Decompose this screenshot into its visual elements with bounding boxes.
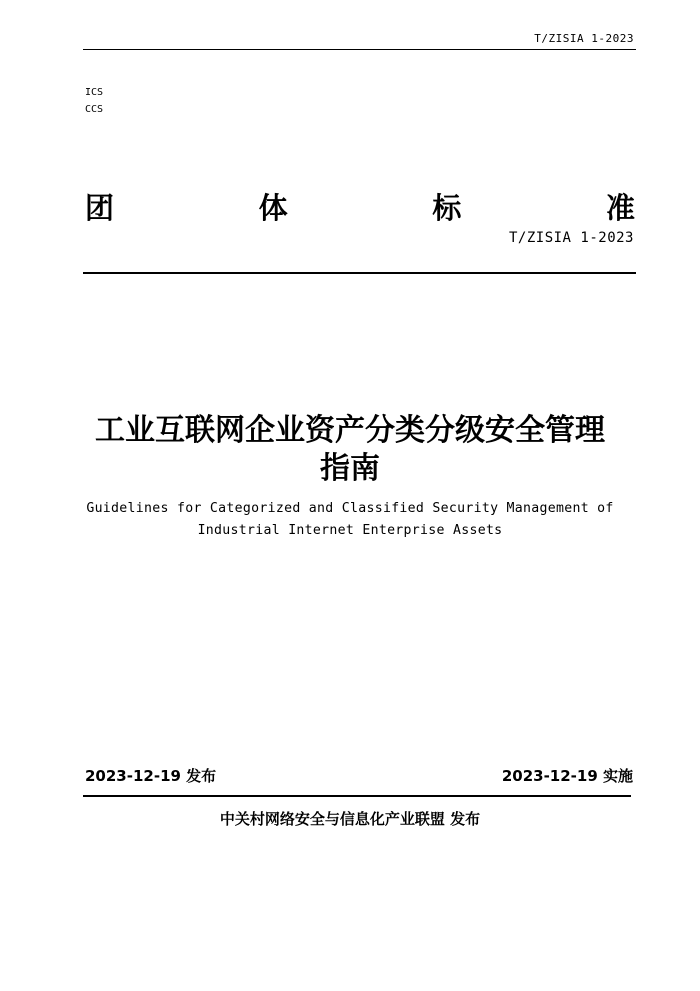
ccs-label: CCS	[85, 104, 104, 115]
title-divider	[83, 272, 636, 274]
release-date: 2023-12-19 发布	[85, 767, 217, 785]
standard-type-char: 体	[258, 191, 288, 225]
header-standard-code: T/ZISIA 1-2023	[534, 32, 634, 45]
dates-row	[85, 765, 633, 786]
english-title	[0, 498, 700, 542]
english-title-line-2: Industrial Internet Enterprise Assets	[197, 523, 503, 538]
classification-block	[85, 84, 103, 118]
publisher: 中关村网络安全与信息化产业联盟 发布	[219, 810, 481, 828]
standard-code: T/ZISIA 1-2023	[508, 230, 634, 246]
implementation-date: 2023-12-19 实施	[501, 767, 633, 785]
english-title-line-1: Guidelines for Categorized and Classified Security Management of	[86, 501, 614, 516]
standard-type-char: 准	[605, 191, 635, 225]
header-divider	[83, 49, 636, 50]
chinese-title	[0, 412, 700, 488]
standard-type-char: 团	[85, 191, 115, 225]
chinese-title-line-1: 工业互联网企业资产分类分级安全管理	[95, 413, 605, 448]
standard-type-heading	[85, 186, 635, 227]
standard-type-char: 标	[432, 191, 462, 225]
footer-divider	[83, 795, 631, 797]
ics-label: ICS	[85, 87, 104, 98]
chinese-title-line-2: 指南	[320, 451, 380, 486]
